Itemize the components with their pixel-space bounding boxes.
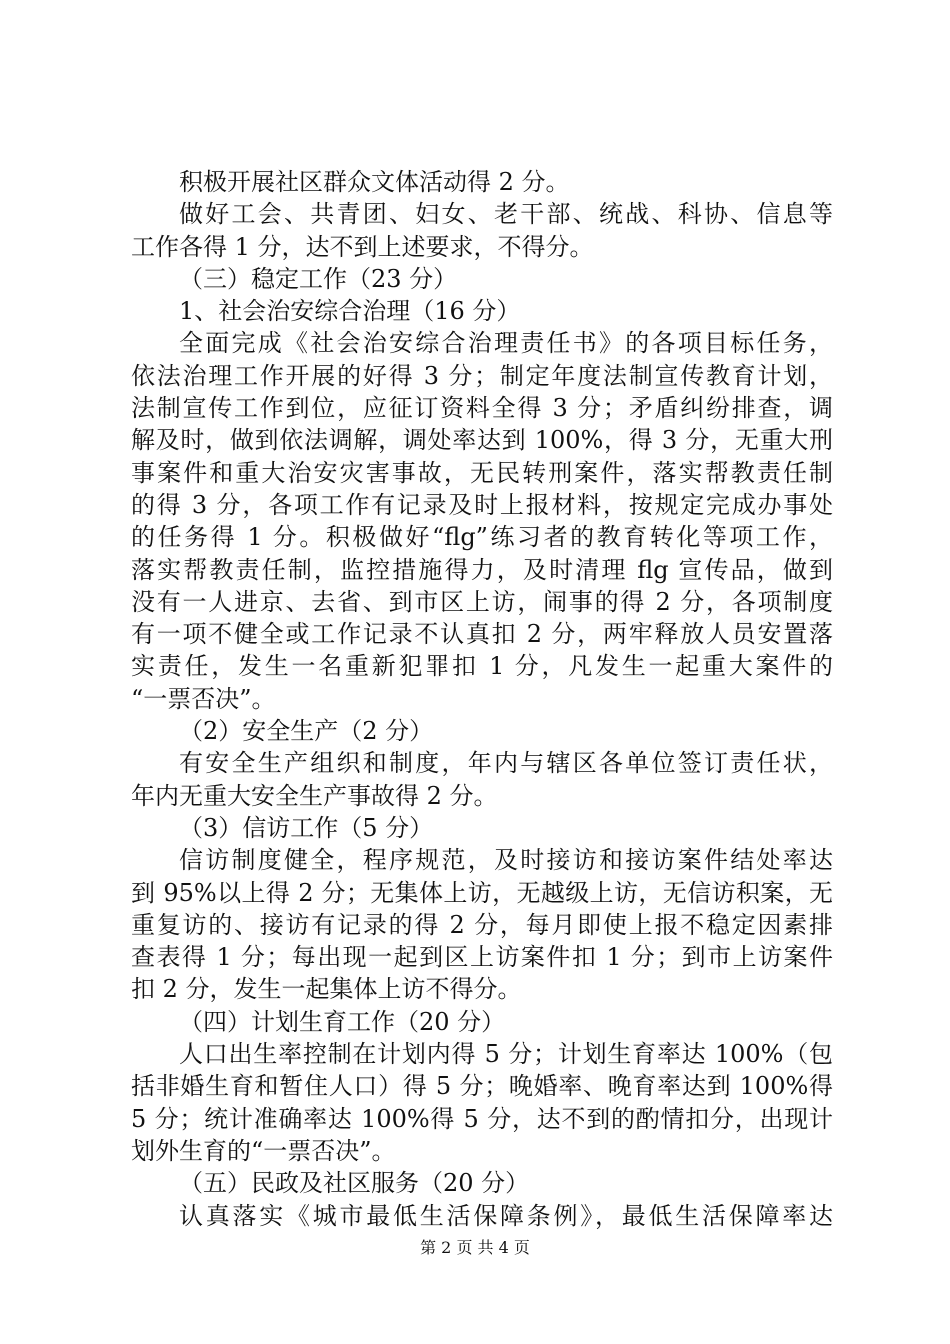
document-line: 有一项不健全或工作记录不认真扣 2 分，两牢释放人员安置落 xyxy=(131,620,833,649)
document-line: 有安全生产组织和制度，年内与辖区各单位签订责任状， xyxy=(179,749,833,778)
document-line: 括非婚生育和暂住人口）得 5 分；晚婚率、晚育率达到 100%得 xyxy=(131,1072,833,1101)
document-line: 事案件和重大治安灾害事故，无民转刑案件，落实帮教责任制 xyxy=(131,458,833,487)
document-line: 扣 2 分，发生一起集体上访不得分。 xyxy=(131,975,522,1004)
document-line: 的任务得 1 分。积极做好“flg”练习者的教育转化等项工作， xyxy=(131,523,833,552)
document-line: 重复访的、接访有记录的得 2 分，每月即使上报不稳定因素排 xyxy=(131,910,833,939)
page-footer: 第 2 页 共 4 页 xyxy=(420,1238,530,1257)
document-line: 认真落实《城市最低生活保障条例》，最低生活保障率达 xyxy=(179,1201,833,1230)
document-line: 划外生育的“一票否决”。 xyxy=(131,1136,396,1165)
document-line: （2）安全生产（2 分） xyxy=(179,717,434,746)
document-line: 积极开展社区群众文体活动得 2 分。 xyxy=(179,168,570,196)
document-line: 人口出生率控制在计划内得 5 分；计划生育率达 100%（包 xyxy=(179,1040,833,1069)
document-line: 的得 3 分，各项工作有记录及时上报材料，按规定完成办事处 xyxy=(131,490,833,519)
document-line: 年内无重大安全生产事故得 2 分。 xyxy=(131,781,498,810)
document-line: 依法治理工作开展的好得 3 分；制定年度法制宣传教育计划， xyxy=(131,361,833,390)
document-line: 落实帮教责任制，监控措施得力，及时清理 flg 宣传品，做到 xyxy=(131,555,833,584)
document-line: （3）信访工作（5 分） xyxy=(179,813,434,842)
document-line: （五）民政及社区服务（20 分） xyxy=(179,1169,530,1198)
document-body xyxy=(131,166,833,1232)
document-line: 1、社会治安综合治理（16 分） xyxy=(179,297,521,326)
document-line: 信访制度健全，程序规范，及时接访和接访案件结处率达 xyxy=(179,846,833,875)
document-line: 到 95%以上得 2 分；无集体上访，无越级上访，无信访积案，无 xyxy=(131,878,833,907)
document-line: “一票否决”。 xyxy=(131,684,276,713)
document-line: 实责任，发生一名重新犯罪扣 1 分，凡发生一起重大案件的 xyxy=(131,652,833,681)
document-line: 5 分；统计准确率达 100%得 5 分，达不到的酌情扣分，出现计 xyxy=(131,1104,833,1133)
document-line: 查表得 1 分；每出现一起到区上访案件扣 1 分；到市上访案件 xyxy=(131,943,833,972)
document-line: 没有一人进京、去省、到市区上访，闹事的得 2 分，各项制度 xyxy=(131,587,833,616)
document-line: 工作各得 1 分，达不到上述要求，不得分。 xyxy=(131,232,594,261)
document-line: 法制宣传工作到位，应征订资料全得 3 分；矛盾纠纷排查，调 xyxy=(131,394,833,423)
document-line: 解及时，做到依法调解，调处率达到 100%，得 3 分，无重大刑 xyxy=(131,426,833,455)
document-line: （三）稳定工作（23 分） xyxy=(179,264,458,293)
document-line: 全面完成《社会治安综合治理责任书》的各项目标任务， xyxy=(179,329,833,358)
document-line: （四）计划生育工作（20 分） xyxy=(179,1007,506,1036)
document-line: 做好工会、共青团、妇女、老干部、统战、科协、信息等 xyxy=(179,200,833,229)
